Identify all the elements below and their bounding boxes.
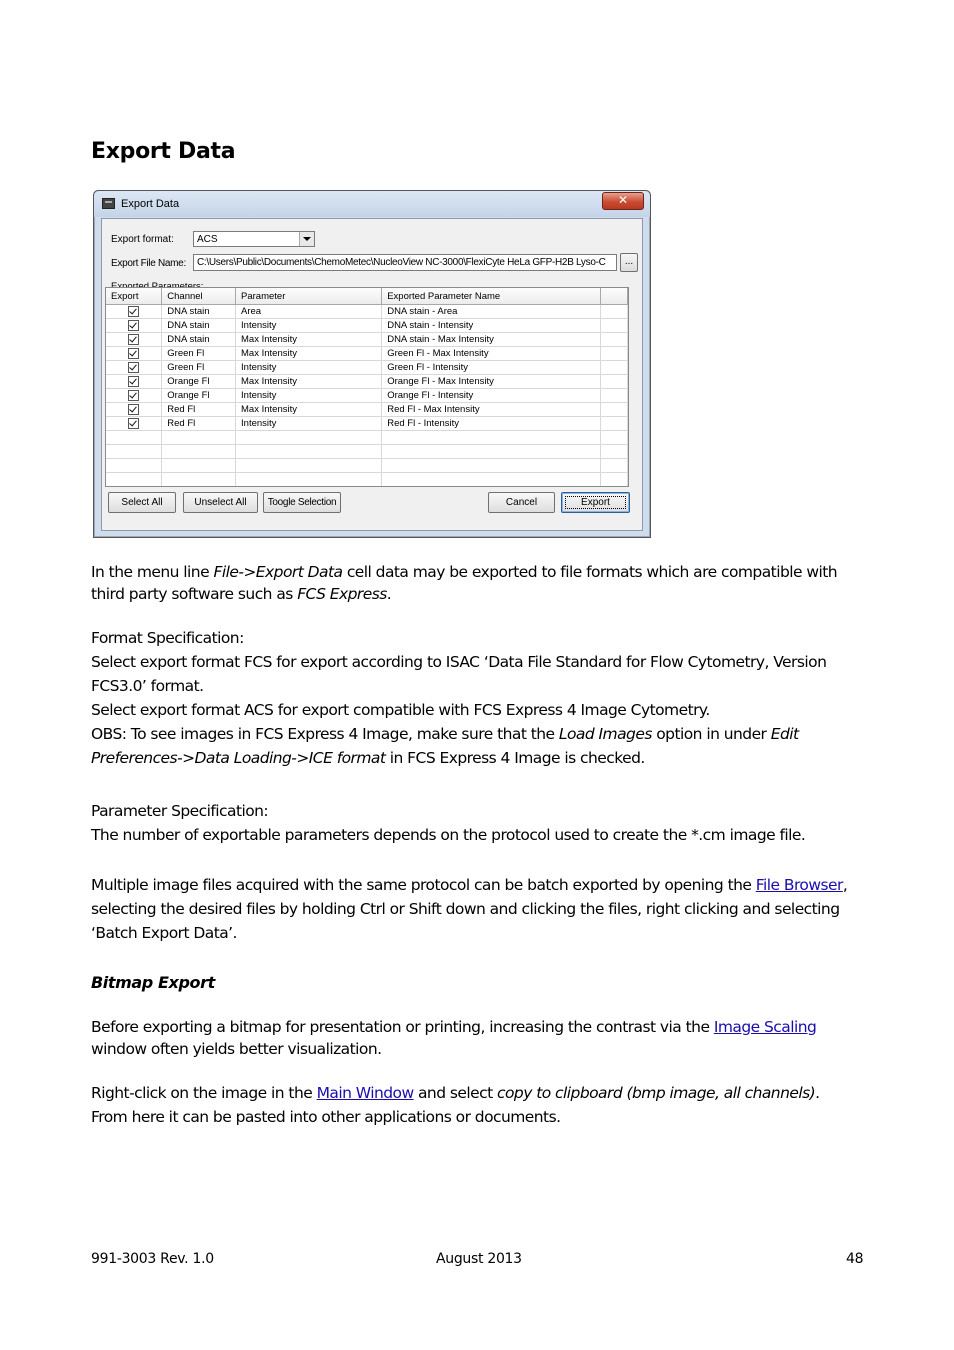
table-row[interactable] [106,347,628,361]
option-name: Load Images [558,725,652,743]
empty-cell [601,473,628,487]
file-browser-link[interactable]: File Browser [755,876,843,894]
table-row[interactable] [106,389,628,403]
text: , selecting the desired files by holding Ctrl or Shift down and clicking the files, right clicking and selecting ‘Batch Export Data’. [91,876,848,942]
menu-command: copy to clipboard (bmp image, all channels) [497,1084,816,1102]
export-button[interactable] [561,492,630,513]
table-row[interactable] [106,361,628,375]
dialog-title: Export Data [121,198,180,210]
exported-name-cell: Red Fl - Max Intensity [382,403,601,417]
empty-cell [162,431,236,445]
table-row[interactable] [106,319,628,333]
unselect-all-button[interactable]: Unselect All [183,492,258,513]
parameter-spec-text: The number of exportable parameters depends on the protocol used to create the *.cm image file. [91,826,806,844]
toggle-selection-button[interactable]: Toogle Selection [263,492,341,513]
dialog-titlebar [94,191,650,217]
filler-cell [601,305,628,319]
format-spec-acs: Select export format ACS for export compatible with FCS Express 4 Image Cytometry. [91,701,710,719]
export-checkbox[interactable] [128,376,139,387]
channel-cell: Orange Fl [162,389,236,403]
empty-cell [162,459,236,473]
filler-cell [601,347,628,361]
channel-cell: Green Fl [162,347,236,361]
table-row[interactable] [106,305,628,319]
export-checkbox[interactable] [128,404,139,415]
text: Right-click on the image in the [91,1084,317,1102]
exported-name-cell: Green Fl - Max Intensity [382,347,601,361]
column-header-filler [601,288,628,305]
export-checkbox-cell [106,403,162,417]
empty-table-row [106,459,628,473]
empty-table-row [106,445,628,459]
text: Before exporting a bitmap for presentation or printing, increasing the contrast via the [91,1018,714,1036]
empty-table-row [106,431,628,445]
cancel-button[interactable]: Cancel [488,492,555,513]
text: and select [413,1084,498,1102]
text: cell data may be exported to file formats which are compatible with third party software such as [91,563,838,603]
export-format-select[interactable] [193,231,315,247]
empty-cell [236,445,382,459]
menu-path: File->Export Data [213,563,343,581]
export-checkbox-cell [106,417,162,431]
channel-cell: Red Fl [162,403,236,417]
paragraph-format-spec [91,626,851,770]
export-checkbox[interactable] [128,418,139,429]
export-checkbox[interactable] [128,348,139,359]
footer-doc-number: 991-3003 Rev. 1.0 [91,1251,214,1267]
exported-name-cell: DNA stain - Intensity [382,319,601,333]
menu-path: Edit Preferences->Data Loading->ICE format [91,725,799,767]
parameter-cell: Area [236,305,382,319]
export-checkbox-cell [106,319,162,333]
text: In the menu line [91,563,214,581]
table-row[interactable] [106,403,628,417]
export-format-label: Export format: [111,234,174,245]
export-format-value: ACS [197,234,218,245]
exported-name-cell: Red Fl - Intensity [382,417,601,431]
empty-cell [382,459,601,473]
parameters-table [105,287,629,487]
paragraph-clipboard [91,1081,851,1129]
filler-cell [601,375,628,389]
export-checkbox-cell [106,305,162,319]
select-all-button[interactable]: Select All [108,492,176,513]
parameter-spec-heading: Parameter Specification: [91,802,269,820]
chevron-down-icon[interactable] [299,232,314,246]
exported-name-cell: DNA stain - Area [382,305,601,319]
text: window often yields better visualization. [91,1040,382,1058]
paragraph-intro [91,561,851,605]
text: OBS: To see images in FCS Express 4 Image, make sure that the [91,725,559,743]
empty-cell [382,431,601,445]
text: . [386,585,392,603]
empty-cell [106,431,162,445]
empty-table-row [106,473,628,487]
empty-cell [106,473,162,487]
exported-name-cell: Green Fl - Intensity [382,361,601,375]
product-name: FCS Express [297,585,387,603]
paragraph-parameter-spec [91,799,851,847]
text: in FCS Express 4 Image is checked. [385,749,645,767]
empty-cell [162,445,236,459]
empty-cell [106,445,162,459]
filler-cell [601,417,628,431]
export-checkbox-cell [106,347,162,361]
filler-cell [601,403,628,417]
export-checkbox-cell [106,389,162,403]
export-filename-input[interactable] [193,254,617,271]
empty-cell [236,431,382,445]
parameter-cell: Max Intensity [236,375,382,389]
empty-cell [601,431,628,445]
channel-cell: Green Fl [162,361,236,375]
channel-cell: Orange Fl [162,375,236,389]
exported-name-cell: DNA stain - Max Intensity [382,333,601,347]
filler-cell [601,333,628,347]
empty-cell [236,459,382,473]
empty-cell [382,445,601,459]
paragraph-batch-export [91,873,851,945]
bitmap-export-heading: Bitmap Export [91,973,215,992]
parameter-cell: Max Intensity [236,333,382,347]
close-icon[interactable]: ✕ [602,192,644,210]
exported-name-cell: Orange Fl - Max Intensity [382,375,601,389]
export-checkbox[interactable] [128,390,139,401]
parameter-cell: Intensity [236,361,382,375]
empty-cell [106,459,162,473]
main-window-link[interactable]: Main Window [316,1084,414,1102]
export-checkbox-cell [106,375,162,389]
column-header-exported-name[interactable]: Exported Parameter Name [382,288,601,305]
page-title: Export Data [91,139,236,164]
parameter-cell: Intensity [236,389,382,403]
filler-cell [601,361,628,375]
dialog-client [101,218,643,531]
text: . From here it can be pasted into other applications or documents. [91,1084,820,1126]
table-row[interactable] [106,375,628,389]
channel-cell: DNA stain [162,333,236,347]
text: option in under [651,725,771,743]
filler-cell [601,389,628,403]
footer-page-number: 48 [846,1251,864,1267]
format-spec-heading: Format Specification: [91,629,244,647]
export-filename-label: Export File Name: [111,258,186,269]
table-row[interactable] [106,333,628,347]
channel-cell: DNA stain [162,305,236,319]
exported-name-cell: Orange Fl - Intensity [382,389,601,403]
export-checkbox-cell [106,333,162,347]
column-header-parameter[interactable]: Parameter [236,288,382,305]
paragraph-bitmap-contrast [91,1016,851,1060]
empty-cell [601,459,628,473]
empty-cell [162,473,236,487]
export-checkbox[interactable] [128,306,139,317]
export-checkbox[interactable] [128,362,139,373]
export-button-label: Export [565,496,626,509]
parameter-cell: Max Intensity [236,403,382,417]
format-spec-fcs: Select export format FCS for export according to ISAC ‘Data File Standard for Flow Cytometry, Version FCS3.0’ format. [91,653,827,695]
footer-date: August 2013 [436,1251,522,1267]
export-filename-value: C:\Users\Public\Documents\ChemoMetec\NucleoView NC-3000\FlexiCyte HeLa GFP-H2B Lyso-C [197,257,606,268]
parameter-cell: Intensity [236,319,382,333]
browse-button[interactable]: ... [620,253,638,272]
text: Multiple image files acquired with the same protocol can be batch exported by opening the [91,876,756,894]
empty-cell [601,445,628,459]
export-checkbox[interactable] [128,334,139,345]
column-header-export[interactable]: Export [106,288,162,305]
channel-cell: Red Fl [162,417,236,431]
image-scaling-link[interactable]: Image Scaling [713,1018,817,1036]
empty-cell [382,473,601,487]
table-row[interactable] [106,417,628,431]
column-header-channel[interactable]: Channel [162,288,236,305]
export-checkbox-cell [106,361,162,375]
empty-cell [236,473,382,487]
parameter-cell: Intensity [236,417,382,431]
export-data-dialog [93,190,651,538]
table-header-row [106,288,628,305]
parameter-cell: Max Intensity [236,347,382,361]
filler-cell [601,319,628,333]
export-checkbox[interactable] [128,320,139,331]
channel-cell: DNA stain [162,319,236,333]
app-icon [102,198,115,209]
